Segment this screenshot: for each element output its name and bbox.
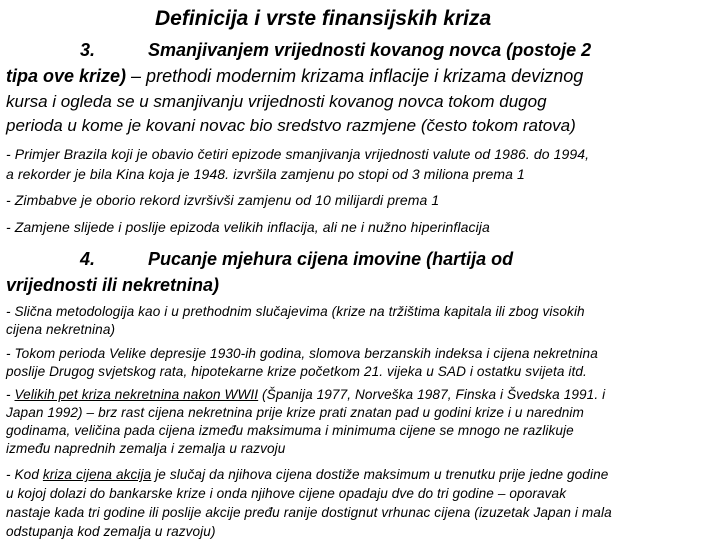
section-4-p4-line-3: nastaje kada tri godine ili poslije akcije pređu ranije dostignut vrhunac cijena (izuzetak Japan i mala <box>6 505 612 520</box>
section-4-body-2: cijena nekretnina) <box>6 322 116 337</box>
section-3-bullet-1-cont: a rekorder je bila Kina koja je 1948. izvršila zamjenu po stopi od 3 miliona prema 1 <box>6 166 525 182</box>
section-4-body-1: - Slična metodologija kao i u prethodnim slučajevima (krize na tržištima kapitala ili zbog visokih <box>6 304 585 319</box>
section-4-p3-prefix: - <box>6 387 15 402</box>
section-4-p3-line-4: između naprednih zemalja i zemalja u razvoju <box>6 441 286 456</box>
slide-title: Definicija i vrste finansijskih kriza <box>155 7 492 30</box>
section-4-p4-line-4: odstupanja kod zemalja u razvoju) <box>6 524 216 539</box>
section-4-p4-prefix: - Kod <box>6 467 43 482</box>
section-3-line-2: perioda u kome je kovani novac bio sredstvo razmjene (često tokom ratova) <box>6 116 576 135</box>
section-3-line-1: kursa i ogleda se u smanjivanju vrijednosti kovanog novca tokom dugog <box>6 92 547 111</box>
section-4-p3-rest: (Španija 1977, Norveška 1987, Finska i Švedska 1991. i <box>258 387 606 402</box>
section-3-heading-b: tipa ove krize) <box>6 66 127 86</box>
section-4-p4-rest: je slučaj da njihova cijena dostiže maksimum u trenutku prije jedne godine <box>151 467 609 482</box>
section-4-heading-line2: vrijednosti ili nekretnina) <box>6 275 220 295</box>
section-4-p4-line-1 <box>6 467 608 482</box>
section-3-heading <box>6 40 591 61</box>
section-4-heading-a: Pucanje mjehura cijena imovine (hartija od <box>148 249 514 269</box>
section-4-heading <box>6 249 513 270</box>
section-3-heading-a: Smanjivanjem vrijednosti kovanog novca (postoje 2 <box>148 40 592 60</box>
section-4-body-3: - Tokom perioda Velike depresije 1930-ih godina, slomova berzanskih indeksa i cijena nekretnina <box>6 346 598 361</box>
section-3-bullet-1: - Primjer Brazila koji je obavio četiri epizode smanjivanja vrijednosti valute od 1986. do 1994, <box>6 146 590 162</box>
section-4-p3-line-1 <box>6 387 605 402</box>
section-4-p3-line-3: godinama, veličina pada cijena između maksimuma i minimuma cijene se mnogo ne razlikuje <box>6 423 574 438</box>
section-3-number: 3. <box>80 40 96 60</box>
stock-price-crises-link: kriza cijena akcija <box>42 467 152 482</box>
section-3-heading-line2 <box>6 66 583 87</box>
section-3-bullet-2: - Zimbabve je oborio rekord izvršivši zamjenu od 10 milijardi prema 1 <box>6 192 440 208</box>
section-3-heading-c: – prethodi modernim krizama inflacije i krizama deviznog <box>126 66 584 86</box>
section-4-p3-line-2: Japan 1992) – brz rast cijena nekretnina prije krize prati znatan pad u godini krize i u narednim <box>6 405 584 420</box>
section-4-body-4: poslije Drugog svjetskog rata, hipotekarne krize početkom 21. vijeka u SAD i ostatku svijeta itd. <box>6 364 587 379</box>
big-five-link: Velikih pet kriza nekretnina nakon WWII <box>14 387 259 402</box>
section-3-bullet-3: - Zamjene slijede i poslije epizoda velikih inflacija, ali ne i nužno hiperinflacija <box>6 219 490 235</box>
section-4-p4-line-2: u kojoj dolazi do bankarske krize i onda njihove cijene opadaju dve do tri godine – oporavak <box>6 486 567 501</box>
section-4-number: 4. <box>80 249 96 269</box>
